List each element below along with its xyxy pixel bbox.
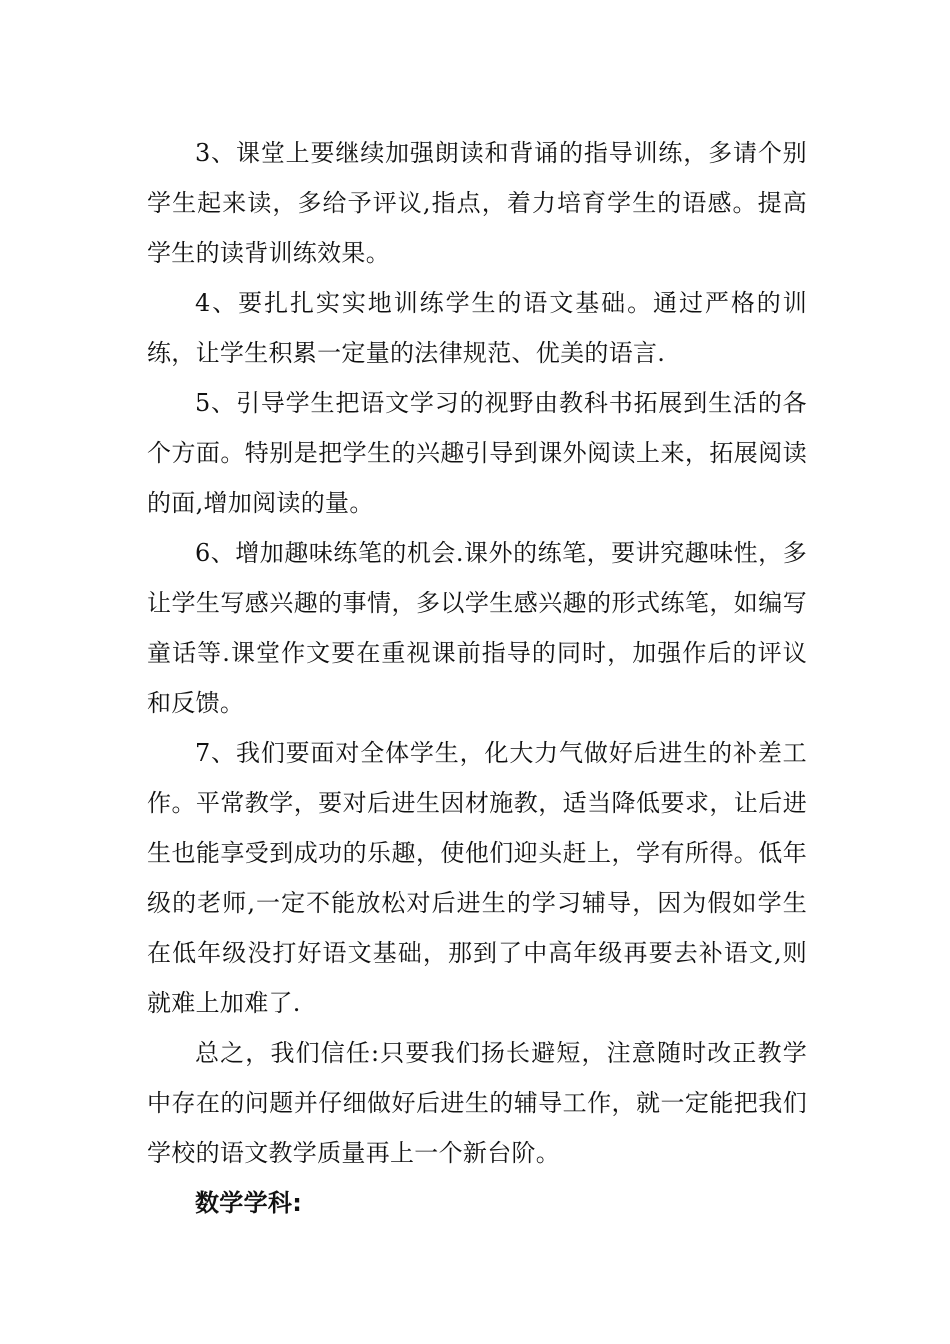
paragraph-item-7: 7、我们要面对全体学生，化大力气做好后进生的补差工作。平常教学，要对后进生因材施教，适当降低要求，让后进生也能享受到成功的乐趣，使他们迎头赶上，学有所得。低年级的老师,一定不能放松对后进生的学习辅导，因为假如学生在低年级没打好语文基础，那到了中高年级再要去补语文,则就难上加难了.: [147, 739, 807, 1017]
section-heading-math: 数学学科:: [195, 1189, 303, 1217]
paragraph-item-3: 3、课堂上要继续加强朗读和背诵的指导训练，多请个别学生起来读，多给予评议,指点，着力培育学生的语感。提高学生的读背训练效果。: [147, 139, 807, 267]
document-body: [147, 128, 807, 1228]
paragraph-item-5: 5、引导学生把语文学习的视野由教科书拓展到生活的各个方面。特别是把学生的兴趣引导到课外阅读上来，拓展阅读的面,增加阅读的量。: [147, 389, 807, 517]
paragraph-summary: 总之，我们信任:只要我们扬长避短，注意随时改正教学中存在的问题并仔细做好后进生的辅导工作，就一定能把我们学校的语文教学质量再上一个新台阶。: [147, 1039, 807, 1167]
paragraph-item-4: 4、要扎扎实实地训练学生的语文基础。通过严格的训练，让学生积累一定量的法律规范、优美的语言.: [147, 289, 807, 367]
paragraph-item-6: 6、增加趣味练笔的机会.课外的练笔，要讲究趣味性，多让学生写感兴趣的事情，多以学生感兴趣的形式练笔，如编写童话等.课堂作文要在重视课前指导的同时，加强作后的评议和反馈。: [147, 539, 807, 717]
